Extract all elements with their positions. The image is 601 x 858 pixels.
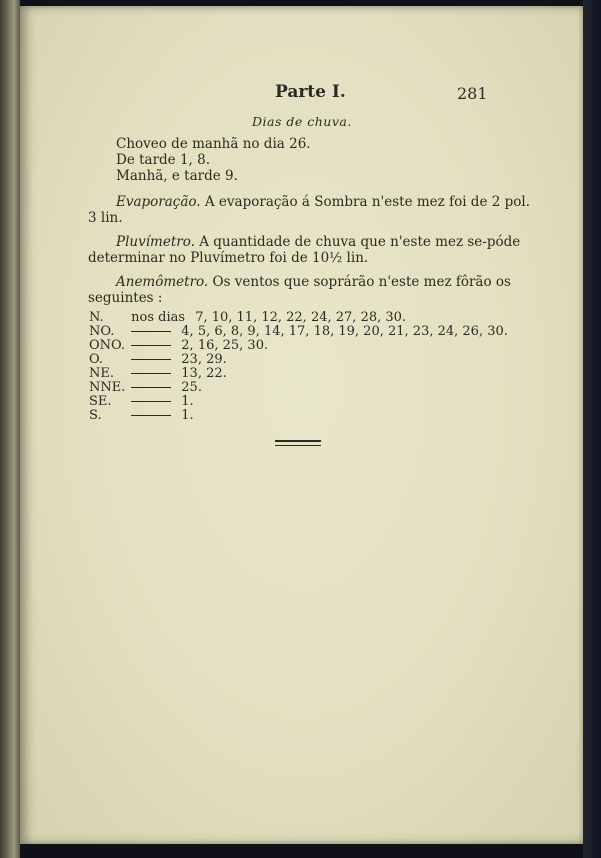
wind-days: 25. [181,380,202,395]
running-header: Parte I. [275,82,346,102]
wind-row [89,394,194,409]
wind-direction: N. [89,310,104,325]
wind-days: 2, 16, 25, 30. [181,338,269,353]
wind-direction: NE. [89,366,114,381]
page-number: 281 [457,84,488,103]
wind-row [89,324,508,339]
wind-row [89,366,227,381]
wind-direction: ONO. [89,338,126,353]
leader-dash [131,387,171,388]
section-title: Dias de chuva. [252,114,352,129]
wind-row [89,352,227,367]
leader-dash [131,401,171,402]
wind-days: 23, 29. [181,352,227,367]
evaporation-text: A evaporação á Sombra n'este mez foi de 2 pol. [204,194,530,210]
wind-direction: S. [89,408,102,423]
anemometer-text: Os ventos que soprárão n'este mez fôrão os [212,274,511,290]
wind-days: 1. [181,408,194,423]
wind-row [89,310,406,325]
wind-row [89,338,268,353]
leader-dash [131,345,171,346]
wind-direction: O. [89,352,104,367]
pluviometer-text: A quantidade de chuva que n'este mez se-póde [199,234,521,250]
leader-dash [131,373,171,374]
wind-days: 7, 10, 11, 12, 22, 24, 27, 28, 30. [195,310,407,325]
anemometer-line-2: seguintes : [88,290,163,306]
wind-days: 4, 5, 6, 8, 9, 14, 17, 18, 19, 20, 21, 23, 24, 26, 30. [181,324,508,339]
wind-direction: NO. [89,324,115,339]
section-divider [275,440,321,446]
wind-row [89,408,194,423]
wind-direction: NNE. [89,380,126,395]
anemometer-label: Anemômetro. [116,274,209,290]
evaporation-line-2: 3 lin. [88,210,123,226]
wind-days: 1. [181,394,194,409]
evaporation-label: Evaporação. [116,194,201,210]
right-background [583,0,601,858]
wind-days: 13, 22. [181,366,227,381]
wind-prefix: nos dias [131,310,186,325]
leader-dash [131,331,171,332]
leader-dash [131,359,171,360]
rain-line-1: Choveo de manhã no dia 26. [116,136,311,152]
left-page-edge [0,0,20,858]
evaporation-line-1 [116,194,530,210]
leader-dash [131,415,171,416]
pluviometer-label: Pluvímetro. [116,234,195,250]
page-sheet [20,6,583,844]
wind-row [89,380,202,395]
pluviometer-line-2: determinar no Pluvímetro foi de 10½ lin. [88,250,369,266]
anemometer-line-1 [116,274,511,290]
rain-line-3: Manhã, e tarde 9. [116,168,238,184]
rain-line-2: De tarde 1, 8. [116,152,211,168]
pluviometer-line-1 [116,234,520,250]
wind-direction: SE. [89,394,112,409]
